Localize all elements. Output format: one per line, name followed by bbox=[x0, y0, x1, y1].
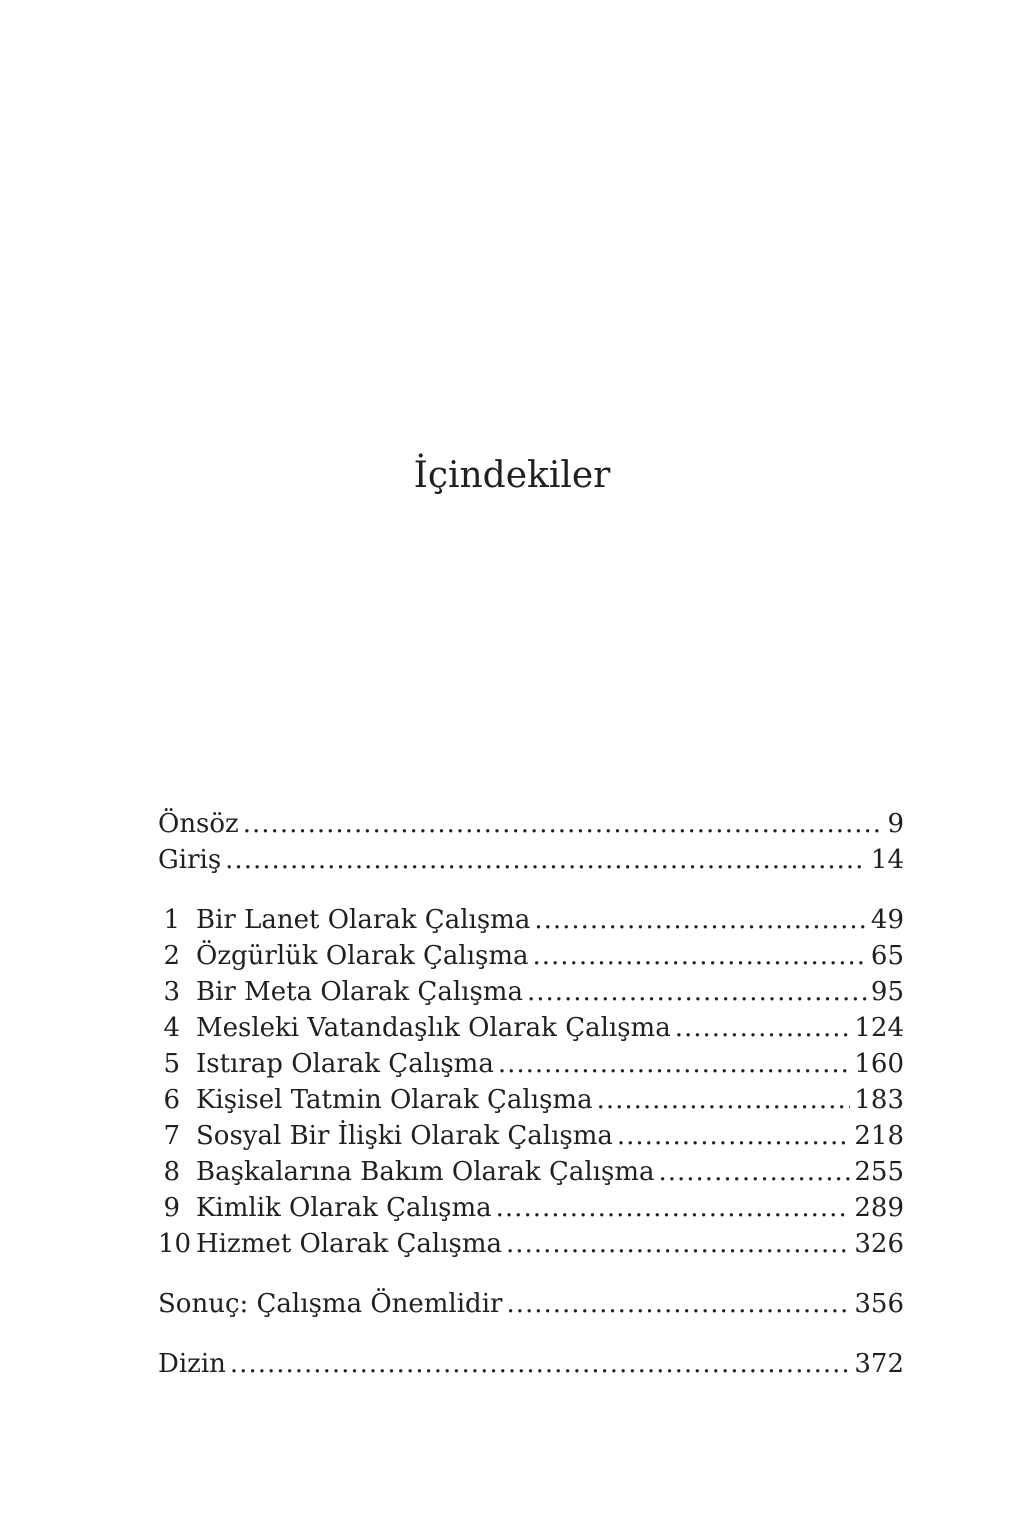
toc-dot-leader bbox=[675, 1010, 851, 1046]
toc-page-number: 14 bbox=[870, 845, 904, 875]
toc-page-number: 49 bbox=[870, 905, 904, 935]
toc-dot-leader bbox=[617, 1118, 850, 1154]
toc-chapter-number: 5 bbox=[163, 1049, 180, 1079]
toc-dot-leader bbox=[506, 1226, 850, 1262]
toc-page-number: 218 bbox=[854, 1121, 904, 1151]
toc-page-number: 95 bbox=[870, 977, 904, 1007]
toc-chapter-7[interactable] bbox=[158, 1118, 904, 1154]
toc-entry-title: Istırap Olarak Çalışma bbox=[196, 1049, 494, 1079]
toc-page-number: 160 bbox=[854, 1049, 904, 1079]
toc-chapter-number: 7 bbox=[163, 1121, 180, 1151]
toc-chapter-8[interactable] bbox=[158, 1154, 904, 1190]
toc-chapter-4[interactable] bbox=[158, 1010, 904, 1046]
toc-entry-giris[interactable] bbox=[158, 842, 904, 878]
toc-page-number: 289 bbox=[854, 1193, 904, 1223]
toc-dot-leader bbox=[498, 1046, 851, 1082]
toc-page-number: 255 bbox=[854, 1157, 904, 1187]
toc-page-number: 326 bbox=[854, 1229, 904, 1259]
toc-entry-title: Dizin bbox=[158, 1349, 226, 1379]
toc-chapter-number: 9 bbox=[163, 1193, 180, 1223]
toc-chapter-10[interactable] bbox=[158, 1226, 904, 1262]
toc-dot-leader bbox=[533, 938, 867, 974]
toc-dot-leader bbox=[496, 1190, 851, 1226]
toc-dot-leader bbox=[527, 974, 867, 1010]
toc-entry-conclusion[interactable] bbox=[158, 1286, 904, 1322]
toc-entry-title: Giriş bbox=[158, 845, 222, 875]
toc-page-number: 356 bbox=[854, 1289, 904, 1319]
toc-page-number: 183 bbox=[854, 1085, 904, 1115]
toc-chapter-number: 6 bbox=[163, 1085, 180, 1115]
toc-dot-leader bbox=[597, 1082, 851, 1118]
toc-chapter-number: 1 bbox=[163, 905, 180, 935]
toc-chapter-9[interactable] bbox=[158, 1190, 904, 1226]
toc-chapter-6[interactable] bbox=[158, 1082, 904, 1118]
toc-entry-title: Özgürlük Olarak Çalışma bbox=[196, 941, 529, 971]
toc-entry-title: Bir Meta Olarak Çalışma bbox=[196, 977, 523, 1007]
toc-entry-title: Bir Lanet Olarak Çalışma bbox=[196, 905, 531, 935]
toc-dot-leader bbox=[658, 1154, 850, 1190]
toc-entry-title: Kimlik Olarak Çalışma bbox=[196, 1193, 492, 1223]
toc-chapter-number: 4 bbox=[163, 1013, 180, 1043]
toc-entry-title: Kişisel Tatmin Olarak Çalışma bbox=[196, 1085, 593, 1115]
toc-chapter-3[interactable] bbox=[158, 974, 904, 1010]
toc-chapter-5[interactable] bbox=[158, 1046, 904, 1082]
toc-dot-leader bbox=[243, 806, 884, 842]
toc-entry-title: Sosyal Bir İlişki Olarak Çalışma bbox=[196, 1121, 613, 1151]
table-of-contents bbox=[158, 806, 904, 1382]
toc-page-number: 124 bbox=[854, 1013, 904, 1043]
toc-page-number: 9 bbox=[887, 809, 904, 839]
page-title: İçindekiler bbox=[413, 455, 611, 496]
toc-chapter-number: 3 bbox=[163, 977, 180, 1007]
toc-dot-leader bbox=[225, 842, 867, 878]
toc-entry-index[interactable] bbox=[158, 1346, 904, 1382]
toc-page-number: 65 bbox=[870, 941, 904, 971]
toc-entry-title: Başkalarına Bakım Olarak Çalışma bbox=[196, 1157, 655, 1187]
toc-chapter-2[interactable] bbox=[158, 938, 904, 974]
toc-chapter-1[interactable] bbox=[158, 902, 904, 938]
toc-dot-leader bbox=[230, 1346, 850, 1382]
toc-chapter-number: 8 bbox=[163, 1157, 180, 1187]
toc-entry-title: Önsöz bbox=[158, 809, 239, 839]
toc-page-number: 372 bbox=[854, 1349, 904, 1379]
toc-entry-title: Sonuç: Çalışma Önemlidir bbox=[158, 1289, 503, 1319]
toc-entry-title: Mesleki Vatandaşlık Olarak Çalışma bbox=[196, 1013, 671, 1043]
toc-entry-title: Hizmet Olarak Çalışma bbox=[196, 1229, 503, 1259]
toc-entry-onsoz[interactable] bbox=[158, 806, 904, 842]
toc-dot-leader bbox=[534, 902, 867, 938]
toc-chapter-number: 10 bbox=[158, 1229, 192, 1259]
toc-dot-leader bbox=[506, 1286, 850, 1322]
toc-chapter-number: 2 bbox=[163, 941, 180, 971]
